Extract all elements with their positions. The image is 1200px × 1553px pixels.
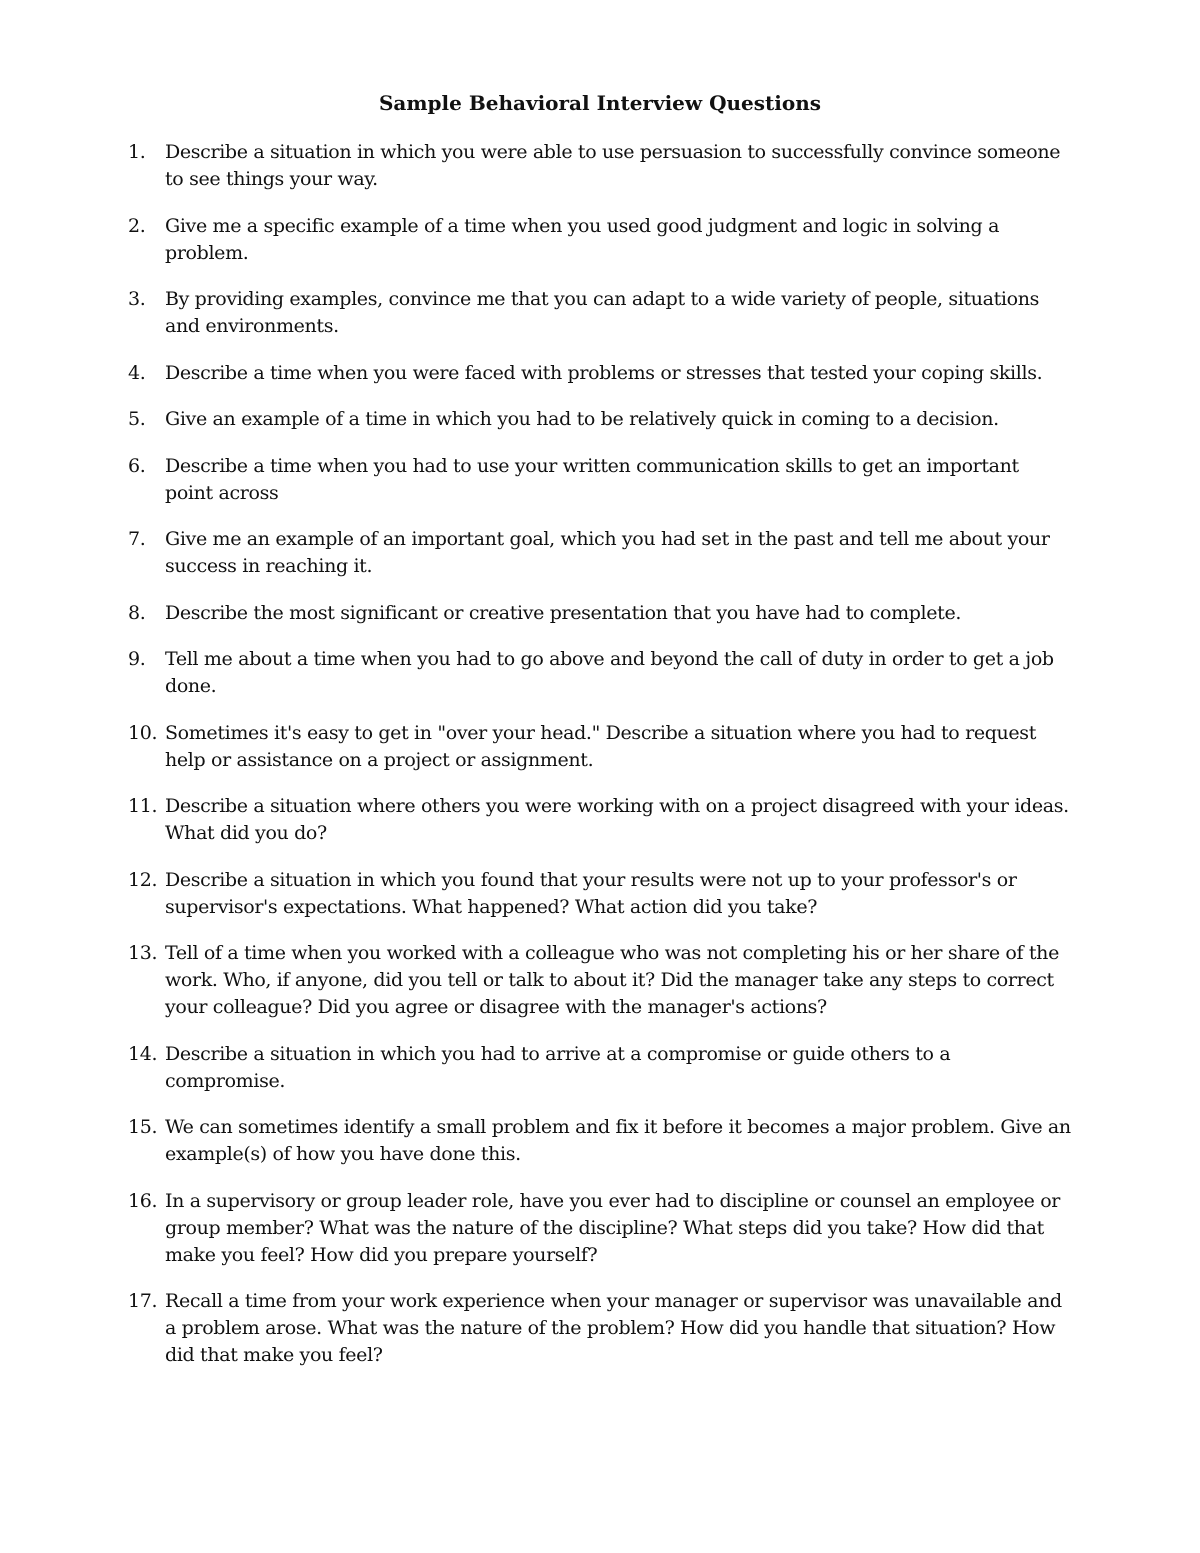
list-item (128, 526, 1072, 580)
question-number: 13. (128, 942, 158, 964)
question-text: In a supervisory or group leader role, have you ever had to discipline or counsel an employee or group member? What was the nature of the discipline? What steps did you take? How did that make you feel? How did you prepare yourself? (165, 1189, 1061, 1266)
question-number: 10. (128, 721, 158, 744)
list-item (128, 600, 1072, 627)
question-text: We can sometimes identify a small problem and fix it before it becomes a major problem. Give an example(s) of how you have done this. (165, 1116, 1071, 1165)
page-title: Sample Behavioral Interview Questions (378, 91, 822, 115)
question-text: Describe a time when you had to use your written communication skills to get an important point across (165, 454, 1019, 504)
question-text: Describe a situation in which you had to arrive at a compromise or guide others to a compromise. (165, 1042, 951, 1092)
question-text: Describe the most significant or creative presentation that you have had to complete. (165, 601, 962, 624)
question-text: Describe a situation in which you were able to use persuasion to successfully convince someone to see things your way. (165, 141, 1061, 190)
list-item (128, 453, 1072, 507)
list-item (128, 720, 1072, 774)
list-item (128, 646, 1072, 700)
list-item (128, 1288, 1072, 1369)
list-item (128, 1188, 1072, 1269)
list-item (128, 286, 1072, 340)
question-text: Give me an example of an important goal, which you had set in the past and tell me about your success in reaching it. (165, 528, 1050, 577)
question-text: Recall a time from your work experience when your manager or supervisor was unavailable and a problem arose. What was the nature of the problem? How did you handle that situation? How did that make you feel? (165, 1290, 1062, 1366)
question-number: 1. (128, 141, 146, 163)
question-number: 9. (128, 648, 146, 670)
question-number: 7. (128, 528, 146, 550)
question-number: 6. (128, 454, 146, 477)
list-item (128, 213, 1072, 267)
question-list (128, 139, 1072, 1369)
question-text: Describe a time when you were faced with problems or stresses that tested your coping skills. (165, 361, 1043, 384)
question-text: Sometimes it's easy to get in "over your head." Describe a situation where you had to request help or assistance on a project or assignment. (165, 721, 1036, 771)
question-number: 14. (128, 1042, 158, 1065)
question-text: Describe a situation in which you found that your results were not up to your professor's or supervisor's expectations. What happened? What action did you take? (165, 868, 1017, 918)
question-number: 17. (128, 1290, 158, 1312)
question-number: 15. (128, 1116, 158, 1138)
question-number: 11. (128, 795, 158, 817)
list-item (128, 793, 1072, 847)
list-item (128, 1114, 1072, 1168)
list-item (128, 360, 1072, 387)
question-text: Tell of a time when you worked with a colleague who was not completing his or her share of the work. Who, if anyone, did you tell or talk to about it? Did the manager take any steps to correct your colleague? Did you agree or disagree with the manager's actions? (165, 942, 1059, 1018)
question-text: By providing examples, convince me that you can adapt to a wide variety of people, situations and environments. (165, 288, 1040, 337)
question-text: Give me a specific example of a time when you used good judgment and logic in solving a problem. (165, 214, 1000, 264)
question-number: 12. (128, 868, 158, 891)
question-text: Describe a situation where others you were working with on a project disagreed with your ideas. What did you do? (165, 795, 1069, 844)
question-number: 8. (128, 601, 146, 624)
list-item (128, 139, 1072, 193)
list-item (128, 406, 1072, 433)
question-number: 2. (128, 214, 146, 237)
list-item (128, 940, 1072, 1021)
question-text: Give an example of a time in which you had to be relatively quick in coming to a decision. (165, 408, 999, 430)
question-number: 5. (128, 408, 146, 430)
question-number: 3. (128, 288, 146, 310)
list-item (128, 1041, 1072, 1095)
question-number: 4. (128, 361, 146, 384)
list-item (128, 867, 1072, 921)
question-number: 16. (128, 1189, 158, 1212)
question-text: Tell me about a time when you had to go above and beyond the call of duty in order to get a job done. (165, 648, 1054, 697)
